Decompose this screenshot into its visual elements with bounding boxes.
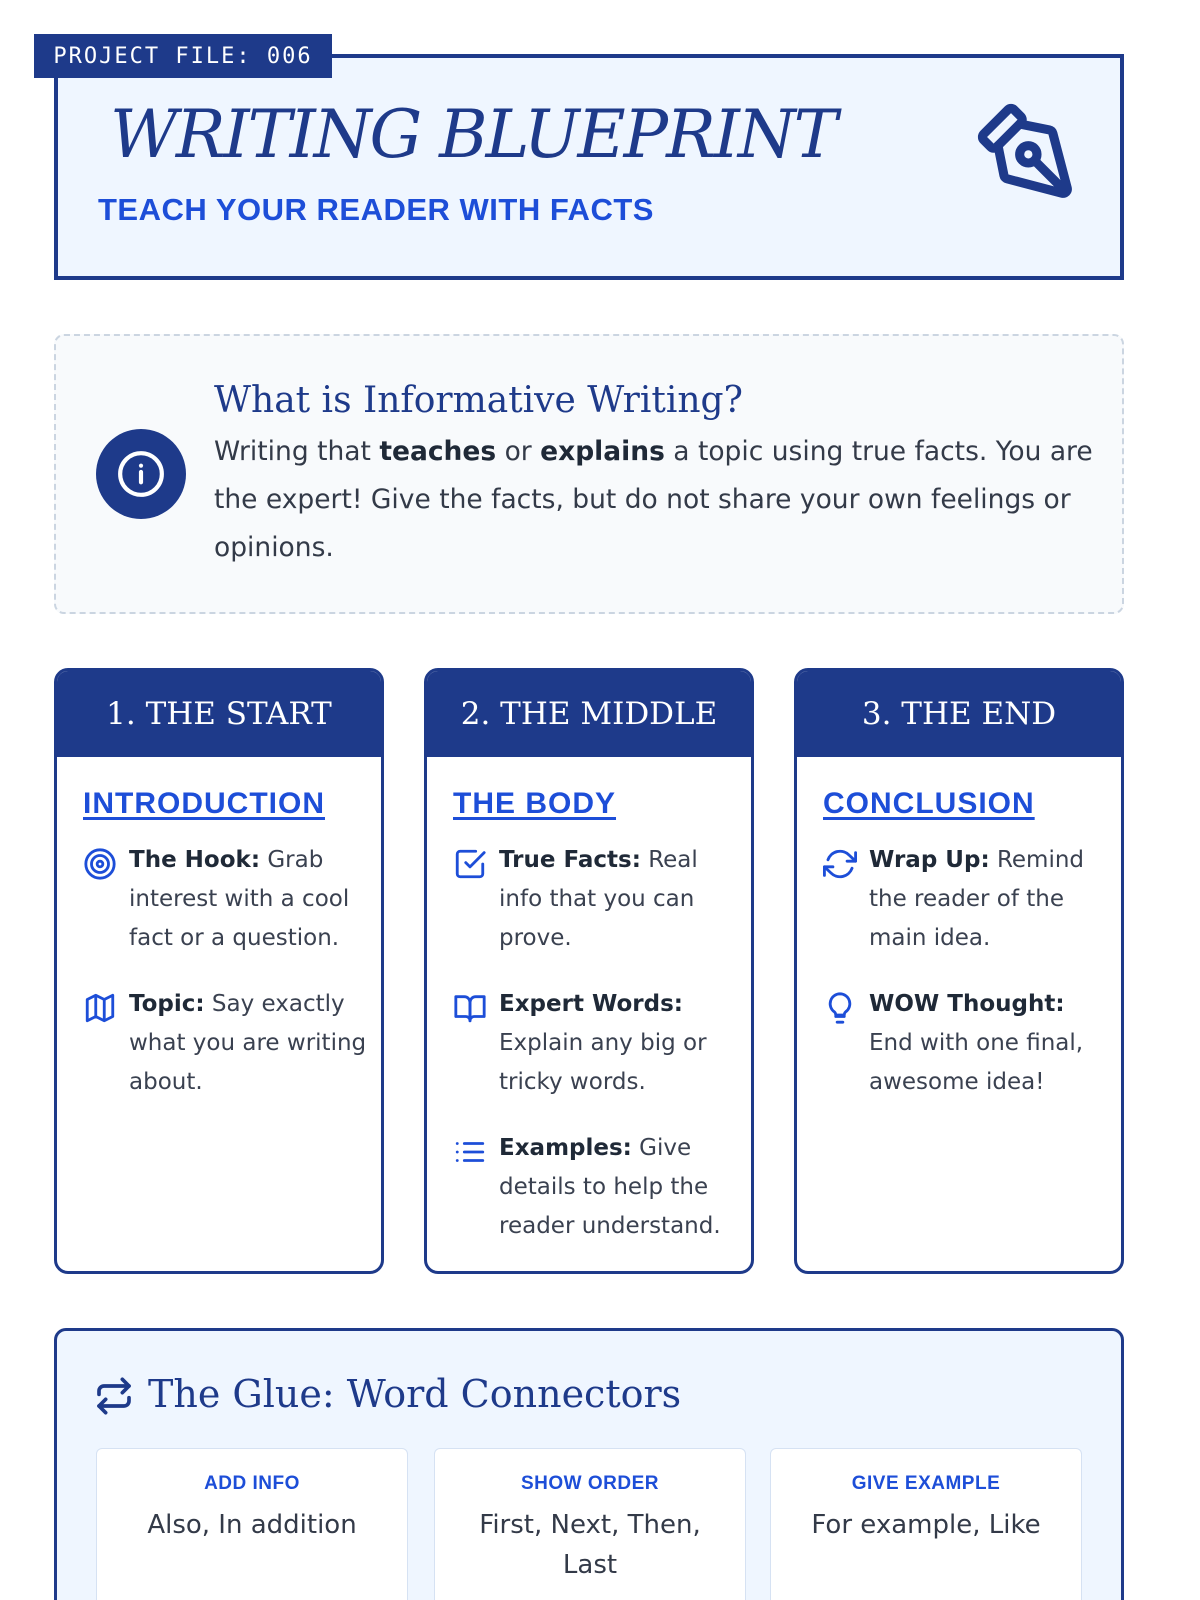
column-end: [794, 668, 1124, 1274]
list-item: True Facts: Real info that you can prove.: [453, 841, 743, 958]
info-icon: [116, 449, 166, 499]
check-square-icon: [453, 847, 487, 881]
info-badge: [96, 429, 186, 519]
list-icon: [453, 1135, 487, 1169]
column-header: 3. THE END: [797, 671, 1121, 757]
target-icon: [83, 847, 117, 881]
definition-heading: What is Informative Writing?: [214, 380, 743, 421]
list-item: The Hook: Grab interest with a cool fact or a question.: [83, 841, 373, 958]
list-item: Examples: Give details to help the reader understand.: [453, 1129, 743, 1246]
connector-card: [770, 1448, 1082, 1600]
book-icon: [453, 991, 487, 1025]
page-subtitle: TEACH YOUR READER WITH FACTS: [98, 192, 654, 227]
column-header: 1. THE START: [57, 671, 381, 757]
connectors-heading: The Glue: Word Connectors: [148, 1372, 682, 1416]
connector-card: [434, 1448, 746, 1600]
connector-words: For example, Like: [811, 1510, 1041, 1540]
lightbulb-icon: [823, 991, 857, 1025]
list-item: Expert Words: Explain any big or tricky words.: [453, 985, 743, 1102]
column-subheading: THE BODY: [453, 787, 617, 820]
connector-label: SHOW ORDER: [521, 1473, 659, 1494]
refresh-icon: [823, 847, 857, 881]
list-item: Wrap Up: Remind the reader of the main idea.: [823, 841, 1113, 958]
repeat-icon: [94, 1376, 134, 1416]
column-header: 2. THE MIDDLE: [427, 671, 751, 757]
connector-words: Also, In addition: [147, 1510, 357, 1540]
connector-label: ADD INFO: [204, 1473, 300, 1494]
list-item: Topic: Say exactly what you are writing about.: [83, 985, 373, 1102]
connector-card: [96, 1448, 408, 1600]
column-subheading: CONCLUSION: [823, 787, 1035, 820]
column-subheading: INTRODUCTION: [83, 787, 325, 820]
map-icon: [83, 991, 117, 1025]
column-start: [54, 668, 384, 1274]
project-file-tag: PROJECT FILE: 006: [34, 34, 332, 78]
list-item: WOW Thought: End with one final, awesome idea!: [823, 985, 1113, 1102]
connector-words: First, Next, Then, Last: [479, 1510, 701, 1580]
pen-nib-icon: [972, 98, 1076, 202]
definition-text: Writing that teaches or explains a topic using true facts. You are the expert! Give the facts, but do not share your own feelings or opinions.: [214, 436, 1093, 563]
page-title: WRITING BLUEPRINT: [110, 96, 836, 173]
connector-label: GIVE EXAMPLE: [851, 1473, 1001, 1494]
column-middle: [424, 668, 754, 1274]
